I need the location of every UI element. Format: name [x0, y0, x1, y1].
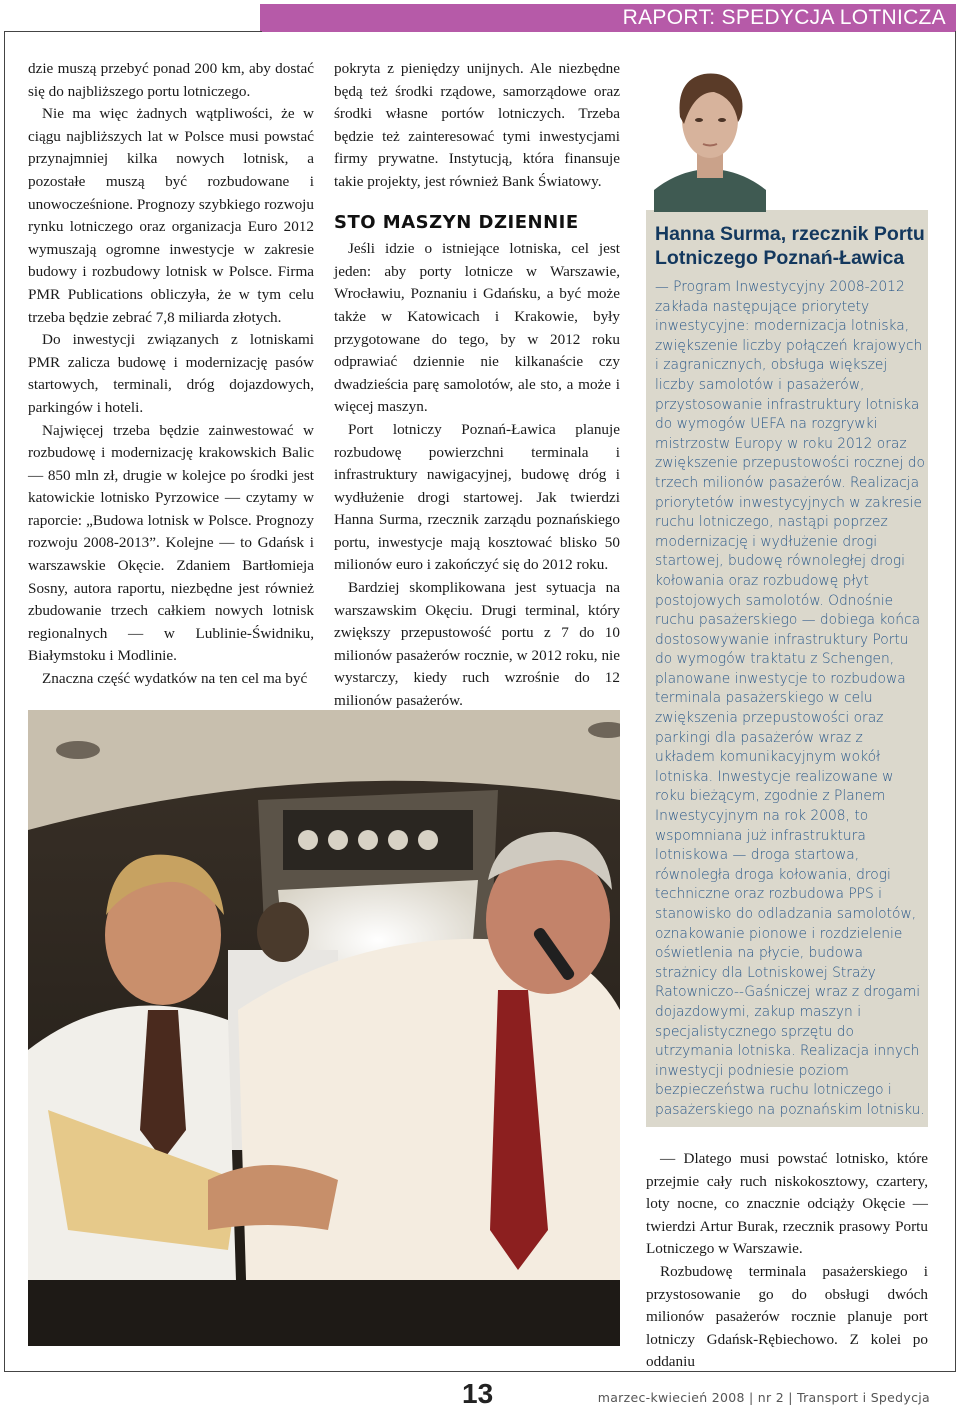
frame-line-top — [4, 31, 262, 32]
page-number: 13 — [462, 1378, 494, 1409]
article-paragraph: pokryta z pieniędzy unijnych. Ale niezbędne będą też środki rządowe, samorządowe oraz środki własne portów lotniczych. Trzeba będzie też zainteresować tymi inwestycjami firmy prywatne. Instytucją, która finansuje takie projekty, jest również Bank Światowy. — [334, 60, 620, 190]
article-paragraph: Najwięcej trzeba będzie zainwestować w rozbudowę i modernizację krakowskich Balic — 850 mln zł, drugie w kolejce po środki jest katowickie lotnisko Pyrzowice — czytamy w raporcie: „Budowa lotnisk w Polsce. Prognozy rozwoju 2008-2013”. Kolejne — to Gdańsk i warszawskie Okęcie. Zdaniem Bartłomieja Sosny, autora raportu, niezbędne jest również zbudowanie trzech całkiem nowych lotnisk regionalnych — w Lublinie-Świdniku, Białymstoku i Modlinie. — [28, 421, 314, 665]
article-paragraph: Jeśli idzie o istniejące lotniska, cel jest jeden: aby porty lotnicze w Warszawie, Wrocławiu, Poznaniu i Gdańsku, a być może także w Katowicach i Krakowie, były przygotowane do tego, by w 2012 roku odprawiać dziennie nie kilkanaście czy dwadzieścia parę samolotów, ale sto, a może i więcej maszyn. — [334, 240, 620, 416]
article-paragraph: — Dlatego musi powstać lotnisko, które przejmie cały ruch niskokosztowy, czartery, loty nocne, co znacznie odciąży Okęcie — twierdzi Artur Burak, rzecznik prasowy Portu Lotniczego w Warszawie. — [646, 1150, 928, 1258]
sidebar-heading: Hanna Surma, rzecznik Portu Lotniczego Poznań-Ławica — [655, 223, 925, 269]
portrait-photo — [654, 62, 766, 212]
header-bar — [260, 4, 956, 32]
article-paragraph: Rozbudowę terminala pasażerskiego i przystosowanie go do obsługi dwóch milionów pasażerów rocznie planuje port lotniczy Gdańsk-Rębiechowo. Z kolei po oddaniu — [646, 1262, 928, 1371]
article-column-2 — [334, 58, 620, 713]
article-paragraph: dzie muszą przebyć ponad 200 km, aby dostać się do najbliższego portu lotniczego. — [28, 60, 314, 100]
frame-line-left — [4, 31, 5, 1371]
cockpit-photo — [28, 710, 620, 1346]
article-paragraph: Znaczna część wydatków na ten cel ma być — [42, 670, 308, 688]
article-column-1 — [28, 58, 314, 691]
article-paragraph: Bardziej skomplikowana jest sytuacja na warszawskim Okęciu. Drugi terminal, który zwiększy przepustowość portu z 7 do 10 milionów pasażerów rocznie, w 2012 roku, nie wystarczy, kiedy ruch wzrośnie do 12 milionów pasażerów. — [334, 579, 620, 710]
frame-line-right — [955, 31, 956, 1371]
article-column-3 — [646, 1148, 928, 1374]
article-paragraph: Nie ma więc żadnych wątpliwości, że w ciągu najbliższych lat w Polsce musi powstać przynajmniej kilka nowych lotnisk, a pozostałe muszą być rozbudowane i unowocześnione. Prognozy szybkiego rozwoju rynku lotniczego oraz organizacja Euro 2012 wymuszają ogromne inwestycje w zakresie budowy i rozbudowy lotnisk w Polsce. Firma PMR Publications obliczyła, że w tym celu trzeba będzie zebrać 7,8 miliarda złotych. — [28, 105, 314, 326]
article-paragraph: Port lotniczy Poznań-Ławica planuje rozbudowę powierzchni terminala i infrastruktury nawigacyjnej, budowę dróg i wydłużenie drogi startowej. Jak twierdzi Hanna Surma, rzecznik zarządu poznańskiego portu, inwestycje mają kosztować blisko 50 milionów euro i zakończyć się do 2012 roku. — [334, 420, 620, 574]
section-subheading: STO MASZYN DZIENNIE — [334, 211, 579, 233]
section-title: RAPORT: SPEDYCJA LOTNICZA — [622, 6, 946, 29]
article-paragraph: Do inwestycji związanych z lotniskami PMR zalicza budowę i modernizację pasów startowych, terminali, dróg dojazdowych, parkingów i hoteli. — [28, 331, 314, 416]
issue-info: marzec-kwiecień 2008 | nr 2 | Transport i Spedycja — [597, 1390, 930, 1405]
sidebar-quote: — Program Inwestycyjny 2008-2012 zakłada następujące priorytety inwestycyjne: modernizacja lotniska, zwiększenie liczby połączeń krajowych i zagranicznych, obsługa większej liczby samolotów i pasażerów, przystosowanie infrastruktury lotniska do wymogów UEFA na rozgrywki mistrzostw Europy w roku 2012 oraz zwiększenie przepustowości rocznej do trzech milionów pasażerów. Realizacja priorytetów inwestycyjnych w zakresie ruchu lotniczego, nastąpi poprzez modernizację i wydłużenie drogi startowej, budowę równoległej drogi kołowania oraz rozbudowę płyt postojowych samolotów. Odnośnie ruchu pasażerskiego — dobiega końca dostosowywanie infrastruktury Portu do wymogów traktatu z Schengen, planowane inwestycje to rozbudowa terminala pasażerskiego w celu zwiększenia przepustowości oraz parkingi dla pasażerów wraz z układem komunikacyjnym wokół lotniska. Inwestycje realizowane w roku bieżącym, zgodnie z Planem Inwestycyjnym na rok 2008, to wspomniana już infrastruktura lotniskowa — droga startowa, równoległa droga kołowania, drogi techniczne oraz rozbudowa PPS i stanowisko do odladzania samolotów, oznakowanie pionowe i rozdzielenie oświetlenia na płycie, budowa strażnicy dla Lotniskowej Straży Ratowniczo--Gaśniczej wraz z drogami dojazdowymi, zakup maszyn i specjalistycznego sprzętu do utrzymania lotniska. Realizacja innych inwestycji podniesie poziom bezpieczeństwa ruchu lotniczego i pasażerskiego na poznańskim lotnisku. — [655, 279, 925, 1118]
